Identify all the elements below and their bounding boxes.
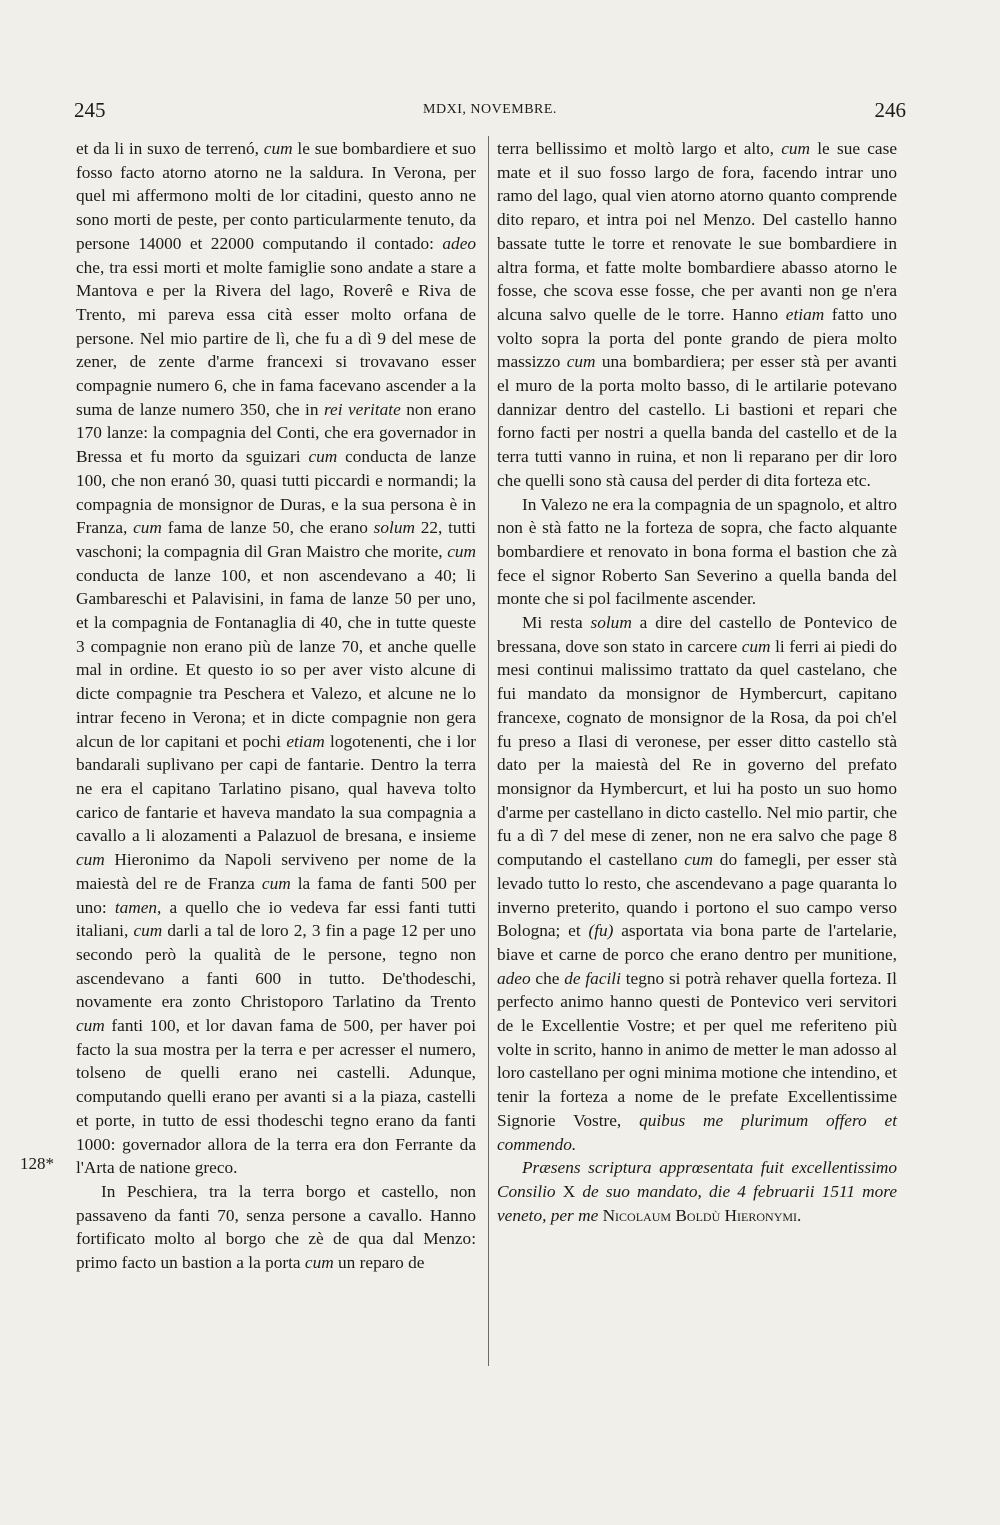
margin-note: 128* <box>20 1154 54 1173</box>
paragraph: Præsens scriptura apprœsentata fuit excellentissimo Consilio X de suo mandato, die 4 februarii 1511 more veneto, per me Nicolaum Boldù Hieronymi. <box>497 1158 898 1225</box>
right-page-number: 246 <box>874 98 906 122</box>
right-column <box>497 137 897 1227</box>
paragraph: terra bellissimo et moltò largo et alto, cum le sue case mate et il suo fosso largo de fora, facendo intrar uno ramo del lago, qual vien atorno atorno quanto comprende dito reparo, et intra poi nel Menzo. Del castello hanno bassate tutte le torre et renovate le sue bombardiere in altra forma, et fatte molte bombardiere abasso atorno le fosse, che scova esse fosse, che per avanti non ge n'era alcuna salvo quelle de le torre. Hanno etiam fatto uno volto sopra la porta del ponte grando de piera molto massizzo cum una bombardiera; per esser stà per avanti el muro de la porta molto basso, di le artilarie potevano dannizar dentro del castello. Li bastioni et repari che forno facti per nostri a quella banda del castello et de la terra tutti vanno in ruina, et non li reparano per dir loro che quelli sono stà causa del perder di dita forteza etc. <box>497 139 897 490</box>
paragraph: In Valezo ne era la compagnia de un spagnolo, et altro non è stà fatto ne la forteza de sopra, che facto alquante bombardiere et renovato in bona forma el bastion che zà fece el signor Roberto San Severino a quella banda del monte che si pol facilmente ascender. <box>497 494 897 609</box>
running-title: MDXI, NOVEMBRE. <box>423 102 557 117</box>
paragraph: Mi resta solum a dire del castello de Pontevico de bressana, dove son stato in carcere cum li ferri ai piedi do mesi continui malissimo trattato da quel castelano, che fui mandato da monsignor de Hymbercurt, capitano francexe, cognato de monsignor de la Rosa, da poi ch'el fu preso a Ilasi di veronese, per esser ditto castello stà dato per la maiestà del Re in governo del prefato monsignor da Hymbercurt, et lui ha posto un suo homo d'arme per castellano in dicto castello. Nel mio partir, che fu a dì 7 del mese di zener, non ne era salvo che page 8 computando el castellano cum do famegli, per esser stà levado tutto lo resto, che ascendevano a page quaranta lo inverno preterito, quando i portono el suo campo verso Bologna; et (fu) asportata via bona parte de l'artelarie, biave et carne de porco che erano dentro per munitione, adeo che de facili tegno si potrà rehaver quella forteza. Il perfecto animo hanno questi de Pontevico veri servitori de le Excellentie Vostre; et per quel me referiteno più volte in scrito, hanno in animo de metter le man adosso al loro castellano per ogni minima motione che intendino, et tenir la forteza a nome de le prefate Excellentissime Signorie Vostre, quibus me plurimum offero et commendo. <box>497 613 898 1154</box>
left-column <box>76 137 476 1275</box>
paragraph: In Peschiera, tra la terra borgo et castello, non passaveno da fanti 70, senza persone a cavallo. Hanno fortificato molto al borgo che zè de qua dal Menzo: primo facto un bastion a la porta cum un reparo de <box>76 1181 476 1273</box>
page-header <box>74 98 906 128</box>
column-divider <box>488 136 489 1366</box>
paragraph: et da li in suxo de terrenó, cum le sue bombardiere et suo fosso facto atorno atorno ne la saldura. In Verona, per quel mi affermono molti de lor citadini, questo anno ne sono morti de peste, per conto particularmente tenuto, da persone 14000 et 22000 computando il contado: adeo che, tra essi morti et molte famiglie sono andate a stare a Mantova e per la Rivera del lago, Roverê e Riva de Trento, mi pareva essa cità esser molto orfana de persone. Nel mio partire de lì, che fu a dì 9 del mese de zener, de zente d'arme francexi si trovavano esser compagnie numero 6, che in fama facevano ascender a la suma de lanze numero 350, che in rei veritate non erano 170 lanze: la compagnia del Conti, che era governador in Bressa et fu morto da sguizari cum conducta de lanze 100, che non eranó 30, quasi tutti piccardi e normandi; la compagnia de monsignor de Duras, e la sua persona è in Franza, cum fama de lanze 50, che erano solum 22, tutti vaschoni; la compagnia dil Gran Maistro che morite, cum conducta de lanze 100, et non ascendevano a 40; li Gambareschi et Palavisini, in fama de lanze 50 per uno, et la compagnia de Fontanaglia di 40, che in tutte queste 3 compagnie non erano più de lanze 70, et anche quelle mal in ordine. Et questo io so per aver visto alcune di dicte compagnie tra Peschera et Valezo, et alcune ne lo intrar feceno in Verona; et in dicte compagnie non gera alcun de lor capitani et pochi etiam logotenenti, che i lor bandarali suplivano per capi de fantarie. Dentro la terra ne era el capitano Tarlatino pisano, qual haveva tolto carico de fantarie et haveva mandato la sua compagnia a cavallo a li alozamenti a Palazuol de bresana, e insieme cum Hieronimo da Napoli serviveno per nome de la maiestà del re de Franza cum la fama de fanti 500 per uno: tamen, a quello che io vedeva far essi fanti tutti italiani, cum darli a tal de loro 2, 3 fin a page 12 per uno secondo però la qualità de le persone, tegno non ascendevano a fanti 600 in tutto. De'thodeschi, novamente era zonto Christoporo Tarlatino da Trento cum fanti 100, et lor davan fama de 500, per haver poi facto la sua mostra per la terra e per acresser el numero, tolseno de quelli erano nei castelli. Adunque, computando quelli erano per avanti si a la piaza, castelli et porte, in tutto de essi thodeschi tegno erano da fanti 1000: governador allora de la terra era don Ferrante da l'Arta de natione greco. <box>76 139 476 1178</box>
left-page-number: 245 <box>74 98 106 122</box>
